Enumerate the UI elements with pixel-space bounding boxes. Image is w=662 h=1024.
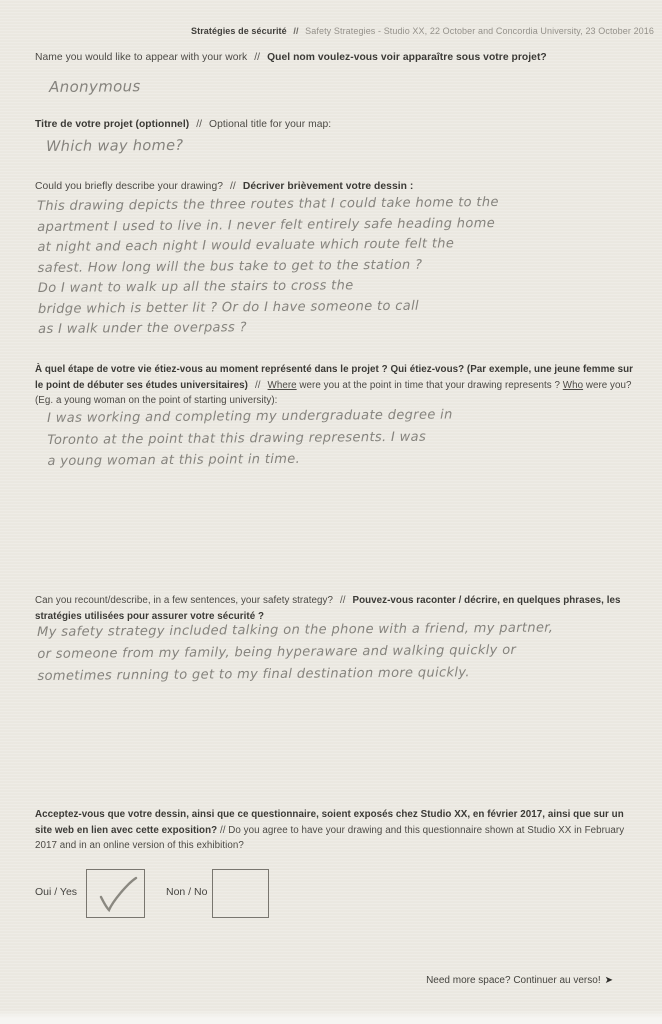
handwritten-line: safest. How long will the bus take to get to the station ? <box>37 257 423 276</box>
question-stage-en-mid: were you at the point in time that your drawing represents ? <box>296 379 563 391</box>
checkmark-icon <box>89 871 146 918</box>
question-name-fr: Quel nom voulez-vous voir apparaître sous votre projet? <box>267 52 547 63</box>
question-consent-separator: // <box>219 824 226 836</box>
question-consent-en: Do you agree to have your drawing and this questionnaire shown at Studio XX in February 2017 and in an online version of this exhibition? <box>35 824 625 852</box>
answer-name-handwritten: Anonymous <box>49 77 141 96</box>
answer-stage-handwritten <box>47 404 453 472</box>
handwritten-line: This drawing depicts the three routes that I could take home to the <box>37 194 499 214</box>
question-stage-en-where: Where <box>267 379 297 391</box>
answer-strategy-handwritten <box>37 617 554 688</box>
no-checkbox-label: Non / No <box>166 886 208 898</box>
question-name-label <box>35 52 547 63</box>
question-stage-en-end: were you? (Eg. a young woman on the point of starting university): <box>35 379 632 407</box>
header-line <box>191 26 654 36</box>
question-describe-separator: // <box>230 181 236 192</box>
question-stage-separator: // <box>255 379 261 391</box>
question-name-en: Name you would like to appear with your work <box>35 52 248 63</box>
question-stage-fr: À quel étape de votre vie étiez-vous au moment représenté dans le projet ? Qui étiez-vous? (Par exemple, une jeune femme sur le point de débuter ses études universitaires) <box>35 364 633 391</box>
handwritten-line: a young woman at this point in time. <box>47 451 301 469</box>
question-describe-label <box>35 181 413 192</box>
header-separator: // <box>293 26 299 36</box>
yes-checkbox-label: Oui / Yes <box>35 886 78 898</box>
question-strategy-fr: Pouvez-vous raconter / décrire, en quelques phrases, les stratégies utilisées pour assurer votre sécurité ? <box>35 595 621 622</box>
handwritten-line: I was working and completing my undergraduate degree in <box>47 407 453 426</box>
footer-text: Need more space? Continuer au verso! <box>426 975 601 986</box>
question-title-separator: // <box>196 119 203 130</box>
question-title-en: Optional title for your map: <box>209 119 332 130</box>
handwritten-line: as I walk under the overpass ? <box>38 320 247 337</box>
question-name-separator: // <box>254 52 261 63</box>
question-strategy-en: Can you recount/describe, in a few sentences, your safety strategy? <box>35 595 333 606</box>
handwritten-line: bridge which is better lit ? Or do I have someone to call <box>37 298 420 317</box>
footer-note <box>426 975 613 986</box>
scan-edge <box>0 1010 662 1024</box>
question-title-label <box>35 119 331 130</box>
handwritten-line: apartment I used to live in. I never felt entirely safe heading home <box>37 215 496 235</box>
handwritten-line: My safety strategy included talking on the phone with a friend, my partner, <box>37 620 554 640</box>
question-strategy-separator: // <box>339 595 346 606</box>
handwritten-line: sometimes running to get to my final destination more quickly. <box>37 665 470 684</box>
question-describe-en: Could you briefly describe your drawing? <box>35 181 224 192</box>
handwritten-line: Toronto at the point that this drawing represents. I was <box>47 429 427 448</box>
header-title-fr: Stratégies de sécurité <box>191 26 287 36</box>
header-title-en: Safety Strategies - Studio XX, 22 October and Concordia University, 23 October 2016 <box>305 26 654 36</box>
question-stage-label <box>35 362 637 409</box>
no-checkbox[interactable] <box>212 869 269 918</box>
question-consent-fr: Acceptez-vous que votre dessin, ainsi que ce questionnaire, soient exposés chez Studio XX, en février 2017, ainsi que sur un site web en lien avec cette exposition? <box>35 809 624 836</box>
yes-checkbox[interactable] <box>86 869 145 918</box>
question-describe-fr: Décriver brièvement votre dessin : <box>242 181 414 192</box>
handwritten-line: Do I want to walk up all the stairs to cross the <box>37 278 354 296</box>
question-title-fr: Titre de votre projet (optionnel) <box>35 119 190 130</box>
handwritten-line: or someone from my family, being hyperaware and walking quickly or <box>37 642 517 662</box>
arrow-right-icon: ➤ <box>604 975 613 986</box>
question-consent-label <box>35 807 643 854</box>
answer-describe-handwritten <box>37 193 500 341</box>
question-stage-en-who: Who <box>562 379 584 391</box>
answer-title-handwritten: Which way home? <box>46 137 184 155</box>
handwritten-line: at night and each night I would evaluate which route felt the <box>37 236 455 255</box>
